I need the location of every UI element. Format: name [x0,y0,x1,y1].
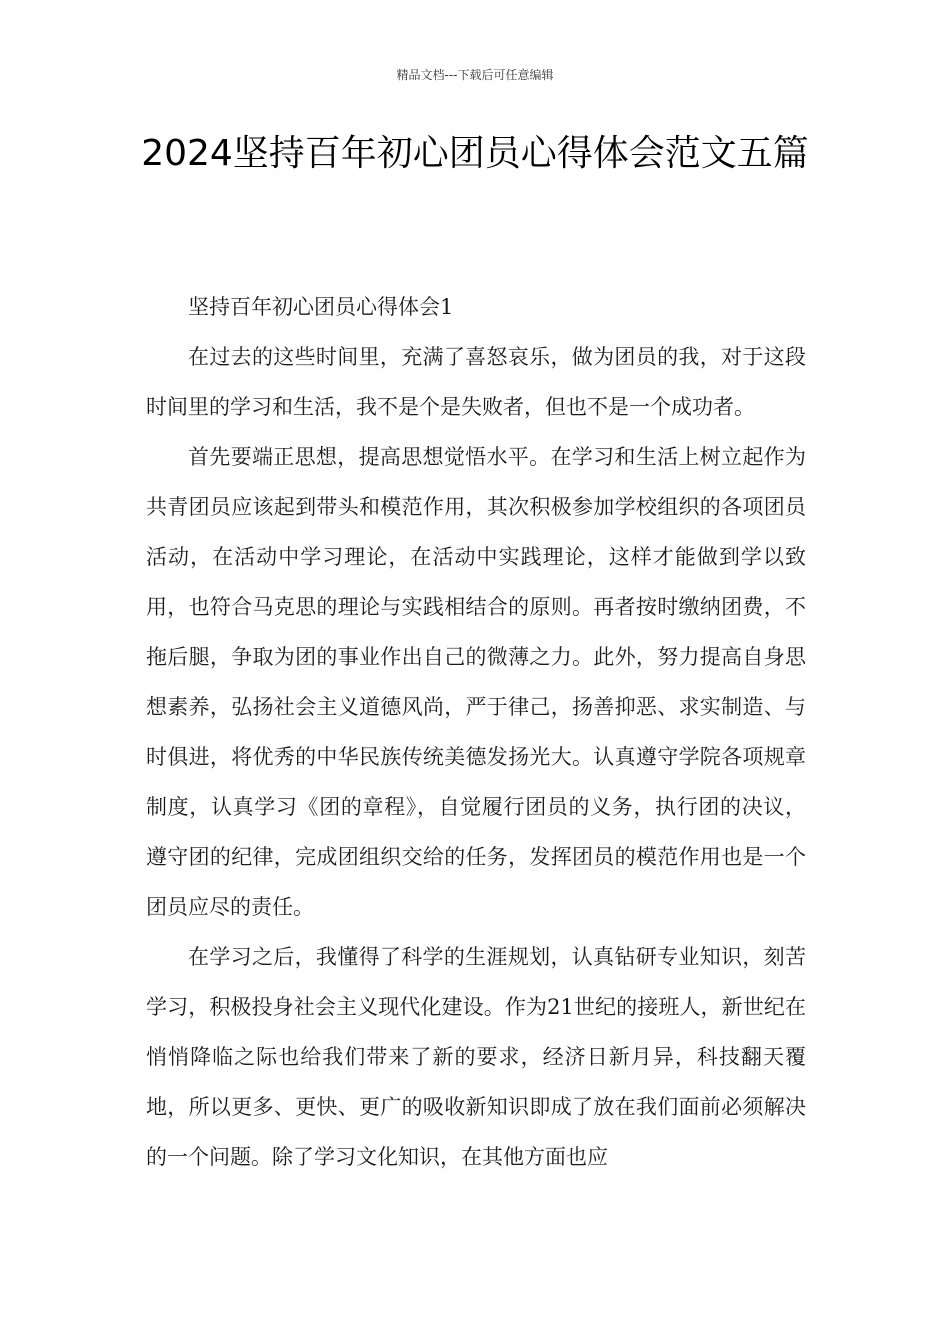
header-note: 精品文档---下载后可任意编辑 [396,68,554,82]
body-paragraph: 首先要端正思想，提高思想觉悟水平。在学习和生活上树立起作为共青团员应该起到带头和模范作用，其次积极参加学校组织的各项团员活动，在活动中学习理论，在活动中实践理论，这样才能做到学以致用，也符合马克思的理论与实践相结合的原则。再者按时缴纳团费，不拖后腿，争取为团的事业作出自己的微薄之力。此外，努力提高自身思想素养，弘扬社会主义道德风尚，严于律己，扬善抑恶、求实制造、与时俱进，将优秀的中华民族传统美德发扬光大。认真遵守学院各项规章制度，认真学习《团的章程》，自觉履行团员的义务，执行团的决议，遵守团的纪律，完成团组织交给的任务，发挥团员的模范作用也是一个团员应尽的责任。 [146,445,806,919]
body-paragraph: 在学习之后，我懂得了科学的生涯规划，认真钻研专业知识，刻苦学习，积极投身社会主义现代化建设。作为21世纪的接班人，新世纪在悄悄降临之际也给我们带来了新的要求，经济日新月异，科技翻天覆地，所以更多、更快、更广的吸收新知识即成了放在我们面前必须解决的一个问题。除了学习文化知识，在其他方面也应 [146,945,806,1169]
document-body [146,282,806,1182]
section-heading: 坚持百年初心团员心得体会1 [188,295,454,319]
document-title: 2024坚持百年初心团员心得体会范文五篇 [141,133,809,174]
body-paragraph: 在过去的这些时间里，充满了喜怒哀乐，做为团员的我，对于这段时间里的学习和生活，我不是个是失败者，但也不是一个成功者。 [146,345,806,419]
